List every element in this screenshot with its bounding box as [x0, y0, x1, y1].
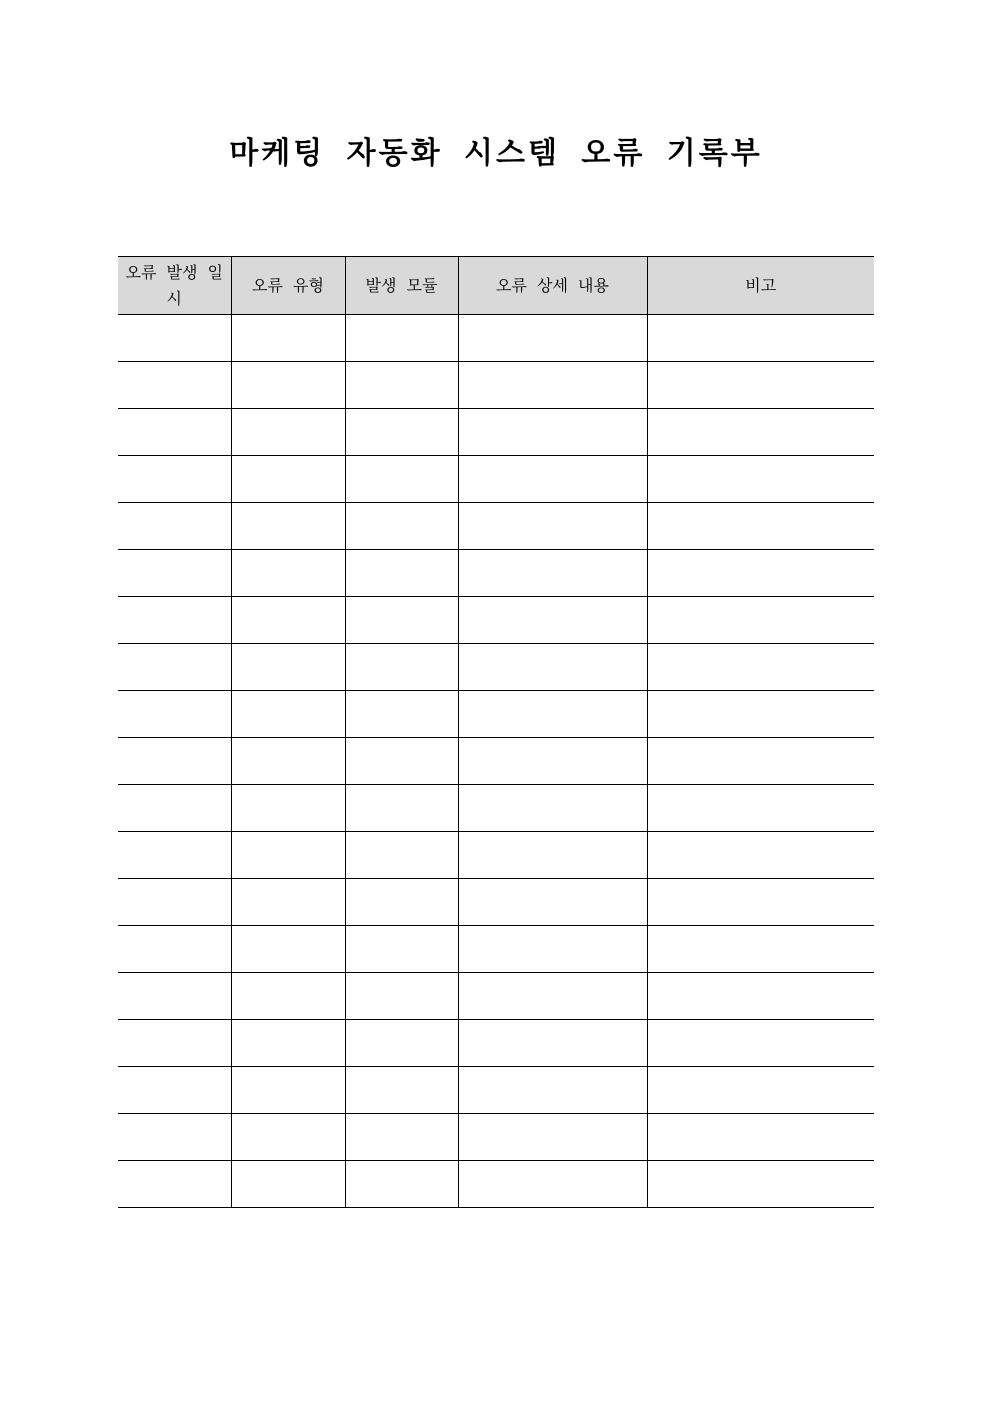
cell-error-type[interactable]	[231, 691, 345, 738]
cell-remarks[interactable]	[647, 362, 874, 409]
cell-error-detail[interactable]	[458, 597, 647, 644]
cell-error-type[interactable]	[231, 926, 345, 973]
cell-error-detail[interactable]	[458, 926, 647, 973]
cell-error-datetime[interactable]	[118, 1114, 231, 1161]
cell-error-detail[interactable]	[458, 832, 647, 879]
cell-error-detail[interactable]	[458, 1020, 647, 1067]
table-row	[118, 597, 874, 644]
cell-error-datetime[interactable]	[118, 362, 231, 409]
cell-remarks[interactable]	[647, 785, 874, 832]
cell-error-datetime[interactable]	[118, 1067, 231, 1114]
cell-remarks[interactable]	[647, 973, 874, 1020]
cell-error-detail[interactable]	[458, 503, 647, 550]
header-remarks: 비고	[647, 257, 874, 315]
cell-error-type[interactable]	[231, 1020, 345, 1067]
cell-error-detail[interactable]	[458, 644, 647, 691]
cell-error-datetime[interactable]	[118, 738, 231, 785]
cell-error-type[interactable]	[231, 879, 345, 926]
cell-module[interactable]	[345, 644, 458, 691]
cell-remarks[interactable]	[647, 409, 874, 456]
cell-module[interactable]	[345, 1020, 458, 1067]
cell-error-detail[interactable]	[458, 1114, 647, 1161]
table-row	[118, 832, 874, 879]
header-error-datetime: 오류 발생 일시	[118, 257, 231, 315]
cell-module[interactable]	[345, 409, 458, 456]
table-row	[118, 1161, 874, 1208]
cell-module[interactable]	[345, 503, 458, 550]
cell-remarks[interactable]	[647, 503, 874, 550]
cell-remarks[interactable]	[647, 1067, 874, 1114]
cell-error-detail[interactable]	[458, 1161, 647, 1208]
cell-remarks[interactable]	[647, 832, 874, 879]
cell-error-detail[interactable]	[458, 973, 647, 1020]
cell-error-datetime[interactable]	[118, 832, 231, 879]
cell-error-datetime[interactable]	[118, 644, 231, 691]
cell-error-detail[interactable]	[458, 456, 647, 503]
table-row	[118, 315, 874, 362]
cell-error-type[interactable]	[231, 1067, 345, 1114]
cell-remarks[interactable]	[647, 1020, 874, 1067]
cell-remarks[interactable]	[647, 879, 874, 926]
cell-module[interactable]	[345, 926, 458, 973]
cell-error-type[interactable]	[231, 315, 345, 362]
cell-error-type[interactable]	[231, 362, 345, 409]
table-header-row	[118, 257, 874, 315]
cell-error-datetime[interactable]	[118, 409, 231, 456]
cell-remarks[interactable]	[647, 691, 874, 738]
table-row	[118, 691, 874, 738]
cell-error-detail[interactable]	[458, 409, 647, 456]
cell-error-datetime[interactable]	[118, 550, 231, 597]
header-error-type: 오류 유형	[231, 257, 345, 315]
cell-error-type[interactable]	[231, 550, 345, 597]
cell-module[interactable]	[345, 832, 458, 879]
table-row	[118, 550, 874, 597]
cell-remarks[interactable]	[647, 1161, 874, 1208]
cell-remarks[interactable]	[647, 550, 874, 597]
cell-error-detail[interactable]	[458, 879, 647, 926]
cell-module[interactable]	[345, 1114, 458, 1161]
cell-remarks[interactable]	[647, 926, 874, 973]
cell-error-type[interactable]	[231, 644, 345, 691]
cell-error-type[interactable]	[231, 503, 345, 550]
cell-error-detail[interactable]	[458, 1067, 647, 1114]
cell-error-type[interactable]	[231, 785, 345, 832]
cell-error-datetime[interactable]	[118, 456, 231, 503]
cell-module[interactable]	[345, 456, 458, 503]
cell-remarks[interactable]	[647, 644, 874, 691]
cell-error-datetime[interactable]	[118, 1161, 231, 1208]
cell-error-detail[interactable]	[458, 785, 647, 832]
cell-module[interactable]	[345, 550, 458, 597]
table-row	[118, 1067, 874, 1114]
cell-module[interactable]	[345, 597, 458, 644]
header-error-detail: 오류 상세 내용	[458, 257, 647, 315]
cell-error-type[interactable]	[231, 1114, 345, 1161]
cell-error-detail[interactable]	[458, 550, 647, 597]
cell-error-detail[interactable]	[458, 315, 647, 362]
cell-remarks[interactable]	[647, 597, 874, 644]
cell-module[interactable]	[345, 1161, 458, 1208]
table-row	[118, 926, 874, 973]
cell-error-detail[interactable]	[458, 691, 647, 738]
cell-error-datetime[interactable]	[118, 691, 231, 738]
cell-remarks[interactable]	[647, 738, 874, 785]
cell-error-type[interactable]	[231, 597, 345, 644]
error-log-table	[118, 256, 874, 1208]
cell-error-type[interactable]	[231, 1161, 345, 1208]
cell-error-type[interactable]	[231, 738, 345, 785]
cell-module[interactable]	[345, 315, 458, 362]
cell-error-datetime[interactable]	[118, 1020, 231, 1067]
table-row	[118, 1114, 874, 1161]
cell-error-type[interactable]	[231, 832, 345, 879]
table-row	[118, 1020, 874, 1067]
cell-module[interactable]	[345, 738, 458, 785]
cell-remarks[interactable]	[647, 1114, 874, 1161]
cell-error-datetime[interactable]	[118, 973, 231, 1020]
page-title: 마케팅 자동화 시스템 오류 기록부	[229, 136, 763, 171]
cell-error-datetime[interactable]	[118, 879, 231, 926]
cell-remarks[interactable]	[647, 315, 874, 362]
table-row	[118, 644, 874, 691]
cell-error-detail[interactable]	[458, 362, 647, 409]
cell-error-datetime[interactable]	[118, 315, 231, 362]
table-row	[118, 738, 874, 785]
cell-module[interactable]	[345, 879, 458, 926]
cell-module[interactable]	[345, 691, 458, 738]
cell-error-datetime[interactable]	[118, 785, 231, 832]
table-row	[118, 362, 874, 409]
table-row	[118, 456, 874, 503]
cell-error-type[interactable]	[231, 409, 345, 456]
cell-module[interactable]	[345, 1067, 458, 1114]
cell-error-datetime[interactable]	[118, 503, 231, 550]
table-row	[118, 503, 874, 550]
cell-error-datetime[interactable]	[118, 597, 231, 644]
table-row	[118, 879, 874, 926]
table-body	[118, 315, 874, 1208]
cell-module[interactable]	[345, 362, 458, 409]
cell-error-type[interactable]	[231, 973, 345, 1020]
cell-module[interactable]	[345, 973, 458, 1020]
header-module: 발생 모듈	[345, 257, 458, 315]
table-row	[118, 785, 874, 832]
cell-error-type[interactable]	[231, 456, 345, 503]
cell-module[interactable]	[345, 785, 458, 832]
table-row	[118, 409, 874, 456]
cell-remarks[interactable]	[647, 456, 874, 503]
table-row	[118, 973, 874, 1020]
cell-error-datetime[interactable]	[118, 926, 231, 973]
cell-error-detail[interactable]	[458, 738, 647, 785]
